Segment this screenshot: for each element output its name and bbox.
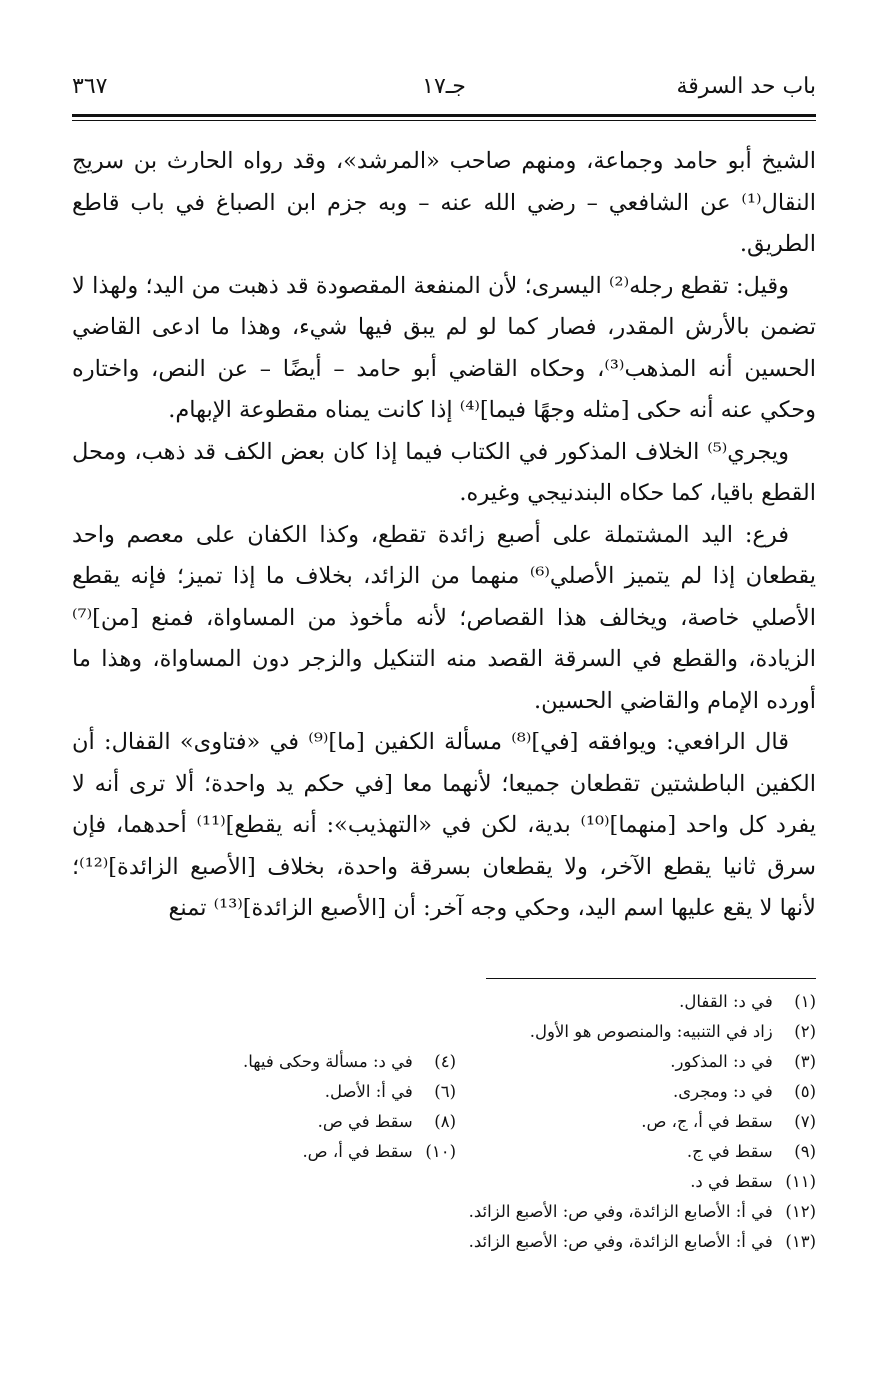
chapter-title: باب حد السرقة (676, 74, 816, 99)
footnote-number: (٨) (434, 1111, 456, 1131)
footnote-row (72, 1137, 816, 1167)
footnote-text: في أ: الأصابع الزائدة، وفي ص: الأصبع الزائد. (468, 1231, 773, 1251)
footnote (72, 1227, 816, 1257)
footnote-text: في د: القفال. (679, 991, 773, 1011)
footnote-row (72, 1077, 816, 1107)
paragraph: وقيل: تقطع رجله⁽²⁾ اليسرى؛ لأن المنفعة المقصودة قد ذهبت من اليد؛ ولهذا لا تضمن بالأرش المقدر، فصار كما لو لم يبق فيها شيء، وهذا ما ادعى القاضي الحسين أنه المذهب⁽³⁾، وحكاه القاضي أبو حامد – أيضًا – عن النص، واختاره وحكي عنه أنه حكى [مثله وجهًا فيما]⁽⁴⁾ إذا كانت يمناه مقطوعة الإبهام. (72, 272, 816, 423)
footnote-separator (486, 978, 816, 979)
footnote-text: في أ: الأصابع الزائدة، وفي ص: الأصبع الزائد. (468, 1201, 773, 1221)
footnote-number: (٩) (794, 1141, 816, 1161)
footnote (96, 1137, 456, 1167)
footnote-text: سقط في ص. (317, 1111, 413, 1131)
footnote-number: (٢) (794, 1021, 816, 1041)
footnote (96, 1047, 456, 1077)
footnote (456, 1107, 816, 1137)
footnote-text: في د: المذكور. (670, 1051, 773, 1071)
footnote-text: سقط في أ، ج، ص. (641, 1111, 773, 1131)
main-text (72, 141, 816, 930)
footnote (96, 1077, 456, 1107)
footnote (72, 1167, 816, 1197)
footnote-text: سقط في د. (690, 1171, 773, 1191)
footnote-number: (٥) (794, 1081, 816, 1101)
paragraph: الشيخ أبو حامد وجماعة، ومنهم صاحب «المرشد»، وقد رواه الحارث بن سريج النقال⁽¹⁾ عن الشافعي – رضي الله عنه – وبه جزم ابن الصباغ في باب قاطع الطريق. (72, 148, 816, 257)
footnote-row (72, 1107, 816, 1137)
footnote-number: (٤) (434, 1051, 456, 1071)
footnote-number: (١١) (785, 1171, 816, 1191)
footnote-text: في د: ومجرى. (672, 1081, 773, 1101)
footnote-text: في أ: الأصل. (324, 1081, 413, 1101)
footnote-row (72, 1047, 816, 1077)
footnote-text: سقط في أ، ص. (302, 1141, 413, 1161)
footnote-number: (٧) (794, 1111, 816, 1131)
footnote-number: (١) (794, 991, 816, 1011)
paragraph: فرع: اليد المشتملة على أصبع زائدة تقطع، وكذا الكفان على معصم واحد يقطعان إذا لم يتميز الأصلي⁽⁶⁾ منهما من الزائد، بخلاف ما إذا تميز؛ فإنه يقطع الأصلي خاصة، ويخالف هذا القصاص؛ لأنه مأخوذ من المساواة، فمنع [من]⁽⁷⁾ الزيادة، والقطع في السرقة القصد منه التنكيل والزجر دون المساواة، وهذا ما أورده الإمام والقاضي الحسين. (72, 521, 816, 714)
footnote (456, 1137, 816, 1167)
footnote (72, 987, 816, 1017)
footnote-text: في د: مسألة وحكى فيها. (242, 1051, 413, 1071)
footnote (96, 1107, 456, 1137)
footnote (456, 1077, 816, 1107)
footnote-number: (١٣) (785, 1231, 816, 1251)
header-rule-thin (72, 120, 816, 121)
header-rule-thick (72, 114, 816, 117)
footnote (456, 1047, 816, 1077)
paragraph: قال الرافعي: ويوافقه [في]⁽⁸⁾ مسألة الكفين [ما]⁽⁹⁾ في «فتاوى» القفال: أن الكفين الباطشتين تقطعان جميعا؛ لأنهما معا [في حكم يد واحدة؛ ألا ترى أنه لا يفرد كل واحد [منهما]⁽¹⁰⁾ بدية، لكن في «التهذيب»: أنه يقطع]⁽¹¹⁾ أحدهما، فإن سرق ثانيا يقطع الآخر، ولا يقطعان بسرقة واحدة، بخلاف [الأصبع الزائدة]⁽¹²⁾؛ لأنها لا يقع عليها اسم اليد، وحكي وجه آخر: أن [الأصبع الزائدة]⁽¹³⁾ تمنع (72, 729, 816, 921)
footnotes (72, 987, 816, 1257)
footnote-text: زاد في التنبيه: والمنصوص هو الأول. (529, 1021, 773, 1041)
volume-label: جـ١٧ (422, 74, 466, 99)
page-number: ٣٦٧ (72, 74, 108, 99)
footnote-number: (١٠) (425, 1141, 456, 1161)
paragraph: ويجري⁽⁵⁾ الخلاف المذكور في الكتاب فيما إذا كان بعض الكف قد ذهب، ومحل القطع باقيا، كما حكاه البندنيجي وغيره. (72, 438, 816, 506)
footnote-number: (٦) (434, 1081, 456, 1101)
footnote-number: (١٢) (785, 1201, 816, 1221)
footnote (72, 1197, 816, 1227)
book-page (72, 60, 816, 1257)
running-header (72, 60, 816, 112)
footnote-number: (٣) (794, 1051, 816, 1071)
footnote (72, 1017, 816, 1047)
footnote-text: سقط في ج. (686, 1141, 773, 1161)
